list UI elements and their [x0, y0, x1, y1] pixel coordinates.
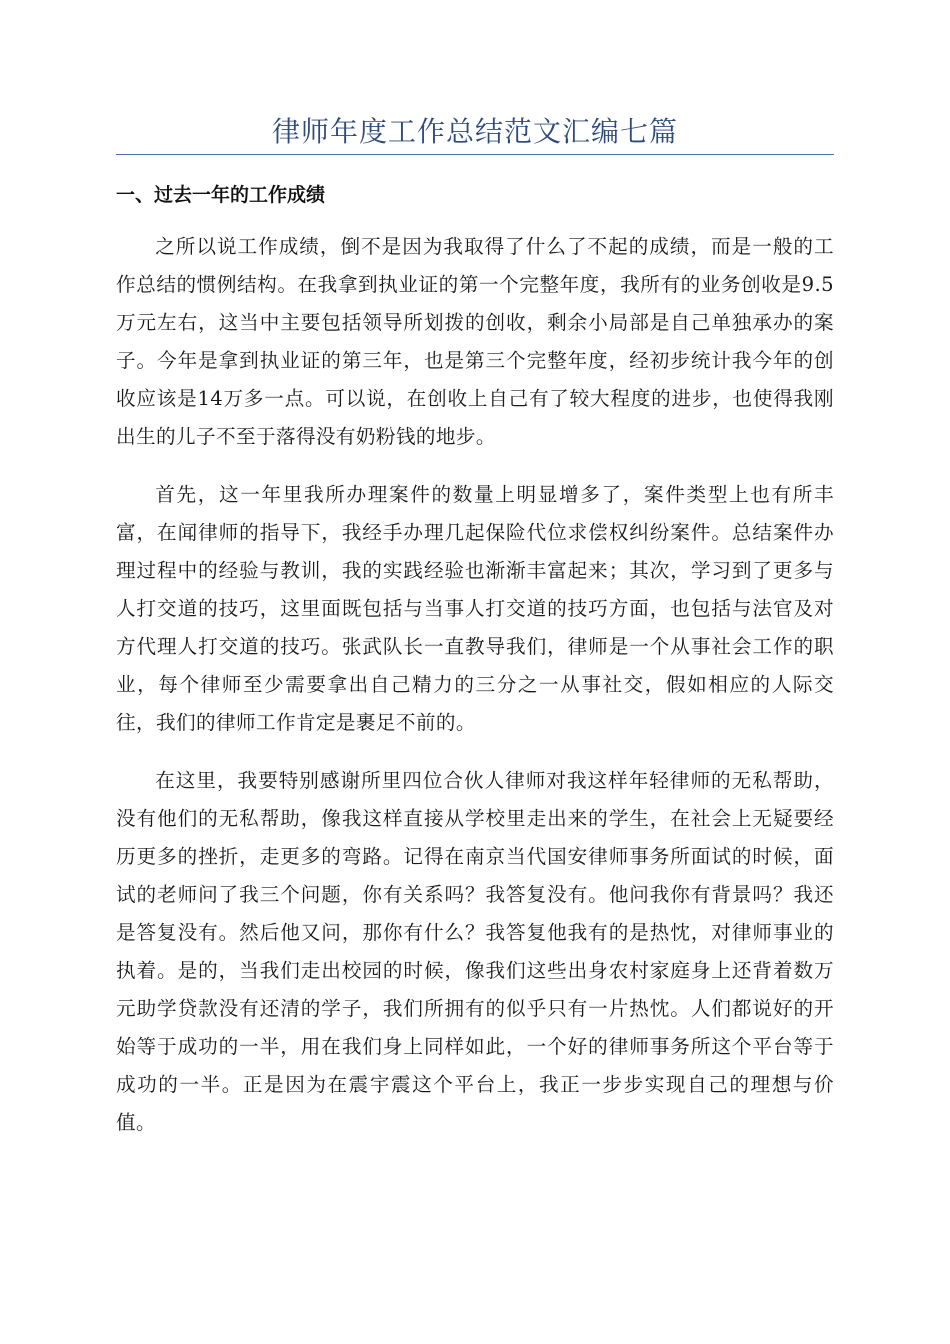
- document-page: [116, 112, 834, 1142]
- body-paragraph-1: 之所以说工作成绩，倒不是因为我取得了什么了不起的成绩，而是一般的工作总结的惯例结构。在我拿到执业证的第一个完整年度，我所有的业务创收是9.5万元左右，这当中主要包括领导所划拨的创收，剩余小局部是自己单独承办的案子。今年是拿到执业证的第三年，也是第三个完整年度，经初步统计我今年的创收应该是14万多一点。可以说，在创收上自己有了较大程度的进步，也使得我刚出生的儿子不至于落得没有奶粉钱的地步。: [116, 235, 834, 448]
- body-paragraph-3: 在这里，我要特别感谢所里四位合伙人律师对我这样年轻律师的无私帮助，没有他们的无私帮助，像我这样直接从学校里走出来的学生，在社会上无疑要经历更多的挫折，走更多的弯路。记得在南京当代国安律师事务所面试的时候，面试的老师问了我三个问题，你有关系吗？我答复没有。他问我你有背景吗？我还是答复没有。然后他又问，那你有什么？我答复他我有的是热忱，对律师事业的执着。是的，当我们走出校园的时候，像我们这些出身农村家庭身上还背着数万元助学贷款没有还清的学子，我们所拥有的似乎只有一片热忱。人们都说好的开始等于成功的一半，用在我们身上同样如此，一个好的律师事务所这个平台等于成功的一半。正是因为在震宇震这个平台上，我正一步步实现自己的理想与价值。: [116, 769, 834, 1134]
- section-heading: 一、过去一年的工作成绩: [116, 184, 326, 206]
- document-title: 律师年度工作总结范文汇编七篇: [271, 115, 678, 148]
- title-underline: [116, 154, 834, 155]
- body-paragraph-2: 首先，这一年里我所办理案件的数量上明显增多了，案件类型上也有所丰富，在闻律师的指导下，我经手办理几起保险代位求偿权纠纷案件。总结案件办理过程中的经验与教训，我的实践经验也渐渐丰富起来；其次，学习到了更多与人打交道的技巧，这里面既包括与当事人打交道的技巧方面，也包括与法官及对方代理人打交道的技巧。张武队长一直教导我们，律师是一个从事社会工作的职业，每个律师至少需要拿出自己精力的三分之一从事社交，假如相应的人际交往，我们的律师工作肯定是裹足不前的。: [116, 483, 834, 734]
